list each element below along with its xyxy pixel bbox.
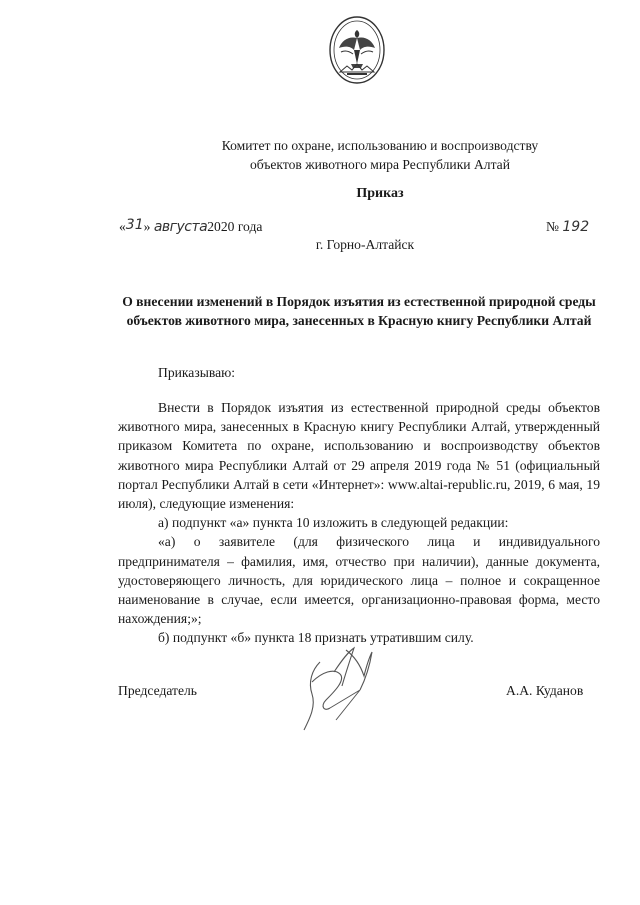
document-title: О внесении изменений в Порядок изъятия из естественной природной среды объектов животного мира, занесенных в Красную книгу Республики Алтай [122, 294, 596, 328]
number-prefix: № [546, 219, 559, 234]
document-body [118, 398, 600, 648]
number-handwritten: 192 [562, 219, 590, 235]
body-paragraph-1: Внести в Порядок изъятия из естественной природной среды объектов животного мира, занесенных в Красную книгу Республики Алтай, утвержденный приказом Комитета по охране, использованию и воспроизводству объектов животного мира Республики Алтай от 29 апреля 2019 года № 51 (официальный портал Республики Алтай в сети «Интернет»: www.altai-republic.ru, 2019, 6 мая, 19 июля), следующие изменения: [118, 400, 600, 512]
organization-name-line-1: Комитет по охране, использованию и воспроизводству [221, 138, 539, 153]
order-word: Приказываю: [158, 365, 236, 380]
city: г. Горно-Алтайск [315, 237, 415, 252]
date-year: 2020 года [207, 219, 263, 234]
signatory-position: Председатель [118, 683, 197, 698]
organization-name-line-2: объектов животного мира Республики Алтай [249, 157, 510, 172]
altai-republic-emblem-icon [327, 14, 387, 86]
date-month-handwritten: августа [153, 219, 208, 235]
body-paragraph-2: а) подпункт «а» пункта 10 изложить в следующей редакции: [158, 515, 509, 531]
handwritten-signature-icon [290, 642, 385, 737]
signatory-name: А.А. Куданов [506, 683, 584, 698]
order-number [546, 219, 589, 235]
order-date: «31» августа2020 года [119, 217, 263, 235]
document-type-heading: Приказ [356, 186, 404, 201]
body-paragraph-4: б) подпункт «б» пункта 18 признать утратившим силу. [158, 630, 474, 646]
body-paragraph-3: «а) о заявителе (для физического лица и индивидуального предпринимателя – фамилия, имя, отчество при наличии), данные документа, удостоверяющего личность, для юридического лица – полное и сокращенное наименование в случае, если имеется, организационно-правовая форма, место нахождения;»; [118, 534, 600, 627]
date-day-handwritten: 31 [125, 217, 144, 233]
